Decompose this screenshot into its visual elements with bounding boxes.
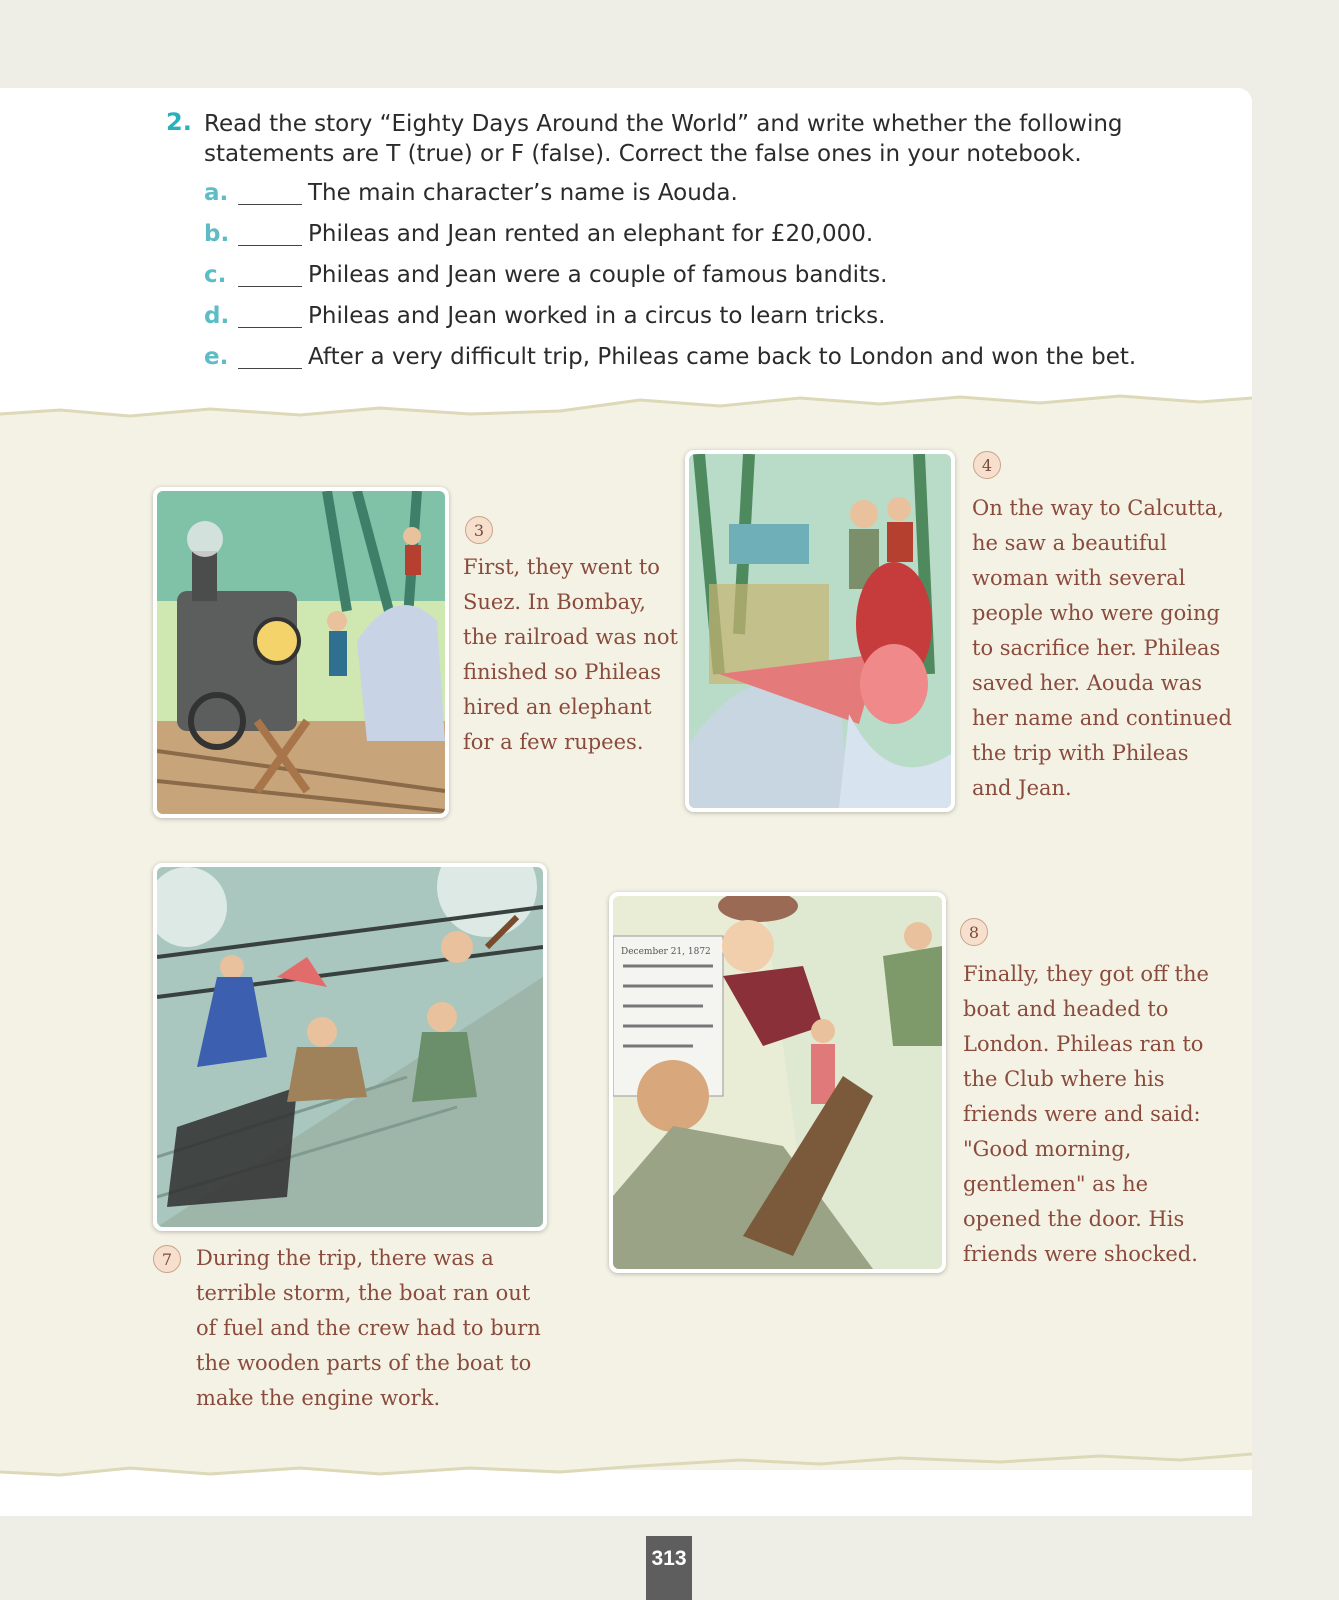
newspaper-date: December 21, 1872 xyxy=(621,947,711,957)
answer-blank[interactable] xyxy=(238,245,302,246)
illustration-train-elephant xyxy=(153,487,449,818)
statement-letter: a. xyxy=(204,180,229,206)
statement-text: Phileas and Jean were a couple of famous bandits. xyxy=(308,262,888,288)
statement-letter: b. xyxy=(204,221,230,247)
torn-edge-top xyxy=(0,392,1252,432)
answer-blank[interactable] xyxy=(238,204,302,205)
statement-text: After a very difficult trip, Phileas came back to London and won the bet. xyxy=(308,344,1137,370)
panel-number-badge: 8 xyxy=(960,918,988,946)
panel-number-badge: 3 xyxy=(465,516,493,544)
illustration-storm-boat xyxy=(153,863,547,1231)
answer-blank[interactable] xyxy=(238,286,302,287)
statement-letter: c. xyxy=(204,262,227,288)
statement-letter: d. xyxy=(204,303,230,329)
panel-7-text: During the trip, there was a terrible storm, the boat ran out of fuel and the crew had to burn the wooden parts of the boat to make the engine work. xyxy=(196,1246,541,1410)
statement-letter: e. xyxy=(204,344,229,370)
exercise-number: 2. xyxy=(166,108,192,136)
statement-text: Phileas and Jean worked in a circus to learn tricks. xyxy=(308,303,886,329)
panel-number-badge: 4 xyxy=(973,451,1001,479)
torn-edge-bottom xyxy=(0,1448,1252,1484)
illustration-elephant-ride xyxy=(685,450,955,812)
statement-text: The main character’s name is Aouda. xyxy=(308,180,738,206)
answer-blank[interactable] xyxy=(238,368,302,369)
exercise-instruction: Read the story “Eighty Days Around the World” and write whether the following statements are T (true) or F (false). Correct the false ones in your notebook. xyxy=(204,111,1123,167)
panel-4-text: On the way to Calcutta, he saw a beautiful woman with several people who were going to sacrifice her. Phileas saved her. Aouda was her name and continued the trip with Phileas and Jean. xyxy=(972,496,1232,800)
panel-number-badge: 7 xyxy=(153,1245,181,1273)
illustration-club-arrival xyxy=(609,892,946,1273)
answer-blank[interactable] xyxy=(238,327,302,328)
page-number: 313 xyxy=(646,1536,692,1600)
statement-text: Phileas and Jean rented an elephant for £20,000. xyxy=(308,221,874,247)
panel-3-text: First, they went to Suez. In Bombay, the railroad was not finished so Phileas hired an elephant for a few rupees. xyxy=(463,555,678,754)
panel-8-text: Finally, they got off the boat and headed to London. Phileas ran to the Club where his friends were and said: "Good morning, gentlemen" as he opened the door. His friends were shocked. xyxy=(963,962,1209,1266)
